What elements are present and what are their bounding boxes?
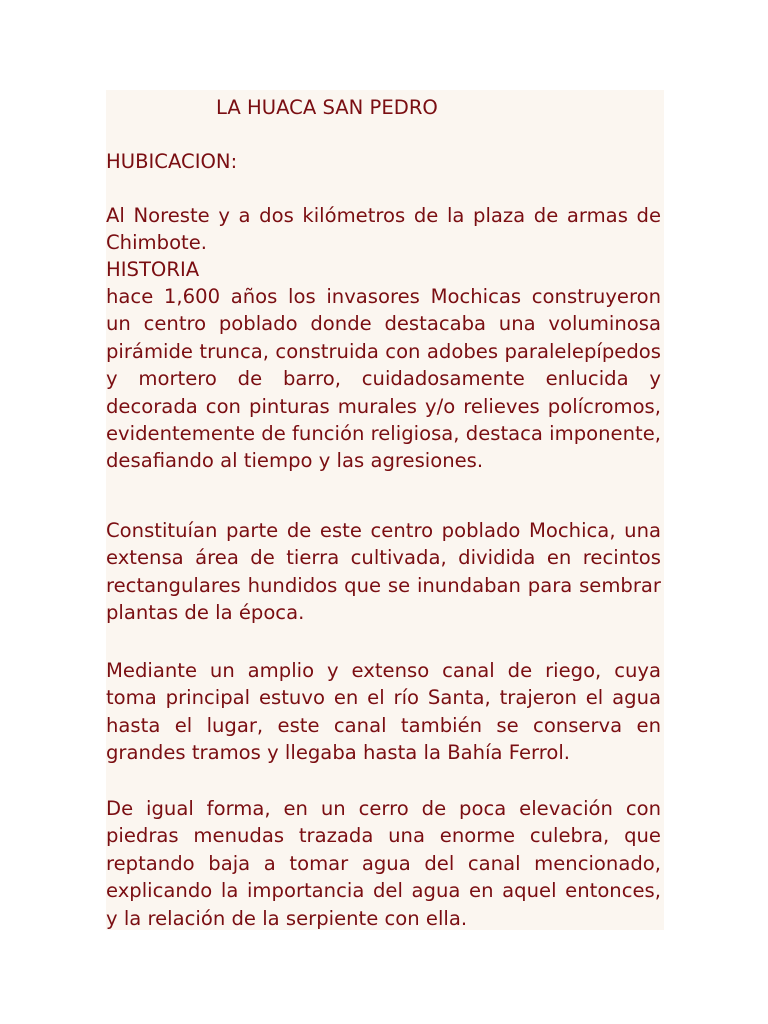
paragraph-3: Mediante un amplio y extenso canal de riego, cuya toma principal estuvo en el río Santa, trajeron el agua hasta el lugar, este canal también se conserva en grandes tramos y llegaba hasta la Bahía Ferrol. <box>106 659 661 765</box>
paragraph-4: De igual forma, en un cerro de poca elevación con piedras menudas trazada una enorme culebra, que reptando baja a tomar agua del canal mencionado, explicando la importancia del agua en aquel entonces, y la relación de la serpiente con ella. <box>106 797 661 930</box>
paragraph-2: Constituían parte de este centro poblado Mochica, una extensa área de tierra cultivada, dividida en recintos rectangulares hundidos que se inundaban para sembrar plantas de la época. <box>106 519 661 625</box>
location-heading: HUBICACION: <box>106 150 238 173</box>
history-paragraph: hace 1,600 años los invasores Mochicas construyeron un centro poblado donde destacaba una voluminosa pirámide trunca, construida con adobes paralelepípedos y mortero de barro, cuidadosamente enlucida y decorada con pinturas murales y/o relieves polícromos, evidentemente de función religiosa, destaca imponente, desafiando al tiempo y las agresiones. <box>106 285 661 473</box>
location-text: Al Noreste y a dos kilómetros de la plaza de armas de Chimbote. <box>106 204 661 255</box>
history-heading: HISTORIA <box>106 258 200 281</box>
document-title: LA HUACA SAN PEDRO <box>216 96 438 119</box>
document-text-box <box>106 90 664 930</box>
